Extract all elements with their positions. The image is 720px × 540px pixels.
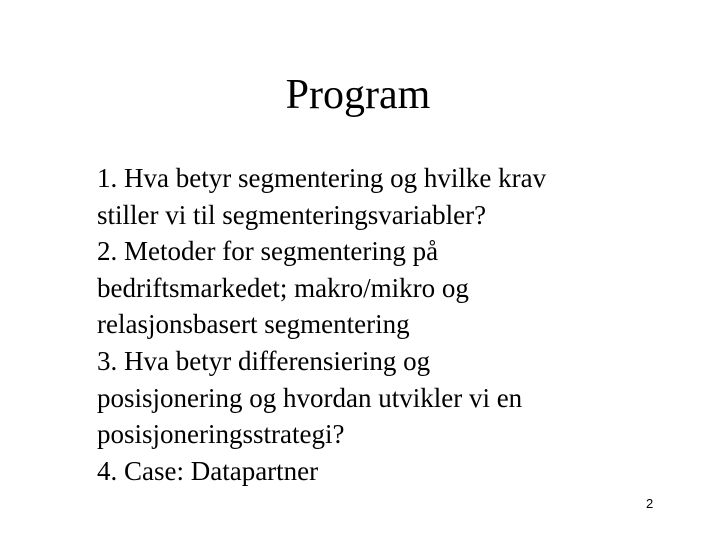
page-number: 2 xyxy=(646,496,654,511)
body-line: posisjonering og hvordan utvikler vi en xyxy=(97,382,523,413)
body-line: 4. Case: Datapartner xyxy=(97,455,319,486)
body-line: 2. Metoder for segmentering på xyxy=(97,236,439,267)
body-line: relasjonsbasert segmentering xyxy=(97,309,410,340)
slide-title: Program xyxy=(285,72,431,118)
body-line: stiller vi til segmenteringsvariabler? xyxy=(97,199,487,230)
body-line: posisjoneringsstrategi? xyxy=(97,419,345,450)
body-line: bedriftsmarkedet; makro/mikro og xyxy=(97,272,469,303)
body-line: 3. Hva betyr differensiering og xyxy=(97,345,431,376)
body-line: 1. Hva betyr segmentering og hvilke krav xyxy=(97,163,547,193)
slide-body xyxy=(97,160,657,489)
